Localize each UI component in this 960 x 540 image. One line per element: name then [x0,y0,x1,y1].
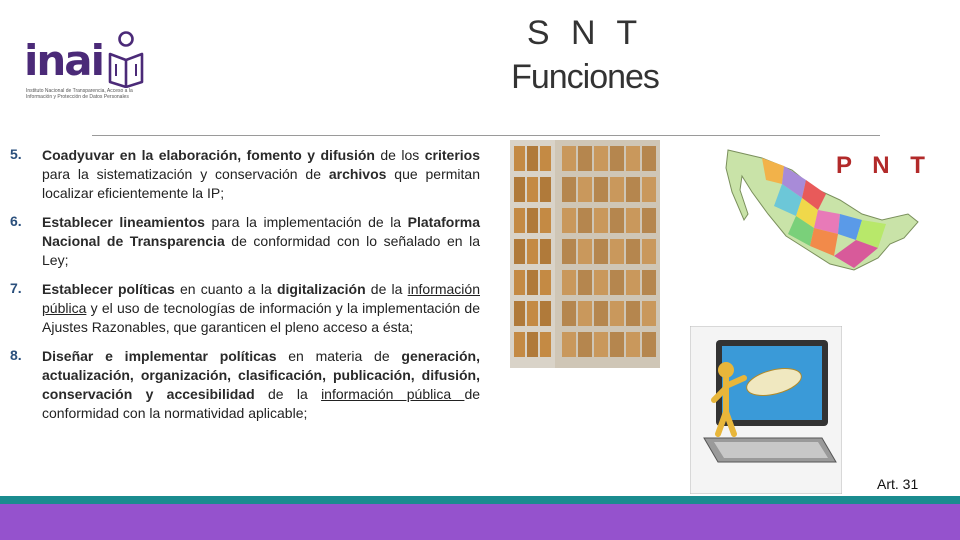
archive-box [610,146,624,171]
item-text-part: archivos [328,166,387,182]
pnt-label: P N T [836,152,932,179]
archive-box [578,177,592,202]
page-subtitle: Funciones [511,58,659,96]
archive-box [527,177,538,202]
item-text-part: de la [365,281,408,297]
item-text-part: Diseñar e implementar políticas [42,348,277,364]
archive-box [527,146,538,171]
archive-box [610,177,624,202]
archive-box [610,332,624,357]
archive-box [514,146,525,171]
archive-box [594,208,608,233]
archive-box [610,208,624,233]
archive-box [594,301,608,326]
item-text [42,347,480,423]
archive-box [578,270,592,295]
archive-box [514,301,525,326]
archive-box [578,301,592,326]
archive-box [562,177,576,202]
item-text-part: generación, actualización, organización, clasificación, publicación, difusión, conservación y accesibilidad [42,348,480,402]
archive-box [527,301,538,326]
item-text-part: y el uso de tecnologías de información y la implementación de Ajustes Razonables, que garanticen el pleno acceso a ésta; [42,300,480,335]
archive-box [610,239,624,264]
item-text [42,280,480,337]
archive-box [626,146,640,171]
archive-box [626,239,640,264]
archive-box [562,270,576,295]
archive-box [562,301,576,326]
archive-box [562,239,576,264]
archive-box [540,208,551,233]
item-text-part: Establecer políticas [42,281,175,297]
item-text-part: Plataforma Nacional de Transparencia [42,214,480,249]
item-text-part: información pública [42,281,480,316]
item-text-part: en cuanto a la [174,281,277,297]
list-item [10,213,480,270]
item-text-part: que permitan localizar eficientemente la IP; [42,166,480,201]
archive-box [642,270,656,295]
archive-box [514,208,525,233]
archive-box [562,146,576,171]
archive-box [610,301,624,326]
archive-box [540,239,551,264]
archive-box [540,146,551,171]
archive-box [527,239,538,264]
archive-box [642,332,656,357]
item-text-part: para la sistematización y conservación de [42,166,329,182]
archive-box [594,239,608,264]
archive-box [578,146,592,171]
item-text-part: información pública [321,386,465,402]
archive-box [562,208,576,233]
item-text-part: Coadyuvar en la elaboración, fomento y difusión [42,147,375,163]
archive-box [642,208,656,233]
archive-box [540,177,551,202]
item-text-part: en materia de [276,348,402,364]
article-reference: Art. 31 [877,476,919,492]
item-number: 6. [10,213,22,229]
archive-box [527,208,538,233]
inai-logo [22,30,152,108]
archive-box [540,332,551,357]
archive-box [642,239,656,264]
archive-box [594,332,608,357]
archive-box [562,332,576,357]
archive-box [578,332,592,357]
item-text [42,146,480,203]
item-number: 8. [10,347,22,363]
reader-figure-icon [106,30,146,88]
item-text-part: criterios [424,147,480,163]
item-text [42,213,480,270]
archive-box [578,208,592,233]
item-text-part: de conformidad con la normatividad aplicable; [42,386,481,421]
archive-box [642,301,656,326]
archive-box [578,239,592,264]
transparency-platform-illustration [690,326,842,494]
footer-bar-purple [0,504,960,540]
list-item [10,146,480,203]
archive-box [514,332,525,357]
item-text-part: de los [374,147,425,163]
item-text-part: Establecer lineamientos [42,214,205,230]
archive-box [642,177,656,202]
archive-box [642,146,656,171]
archive-box [540,301,551,326]
archive-box [610,270,624,295]
list-item [10,280,480,337]
page-title: S N T [526,14,644,52]
divider [92,135,880,136]
list-item [10,347,480,423]
archive-box [626,208,640,233]
archive-box [514,177,525,202]
archive-box [527,332,538,357]
archive-box [594,270,608,295]
archive-box [626,177,640,202]
archive-box [594,146,608,171]
item-number: 5. [10,146,22,162]
item-text-part: para la implementación de la [204,214,408,230]
item-text-part: de la [254,386,322,402]
archive-box [626,270,640,295]
functions-list [10,146,480,433]
archive-box [594,177,608,202]
archive-box [514,270,525,295]
archive-box [626,301,640,326]
logo-tagline: Instituto Nacional de Transparencia, Acceso a la Información y Protección de Datos Personales [26,88,133,100]
item-text-part: de conformidad con lo señalado en la Ley; [42,233,481,268]
item-text-part: digitalización [276,281,366,297]
archive-box [626,332,640,357]
footer-bar-teal [0,496,960,504]
archive-box [527,270,538,295]
archive-box [540,270,551,295]
archive-shelves-image [510,140,660,368]
item-number: 7. [10,280,22,296]
archive-box [514,239,525,264]
logo-wordmark: inai [24,36,104,85]
